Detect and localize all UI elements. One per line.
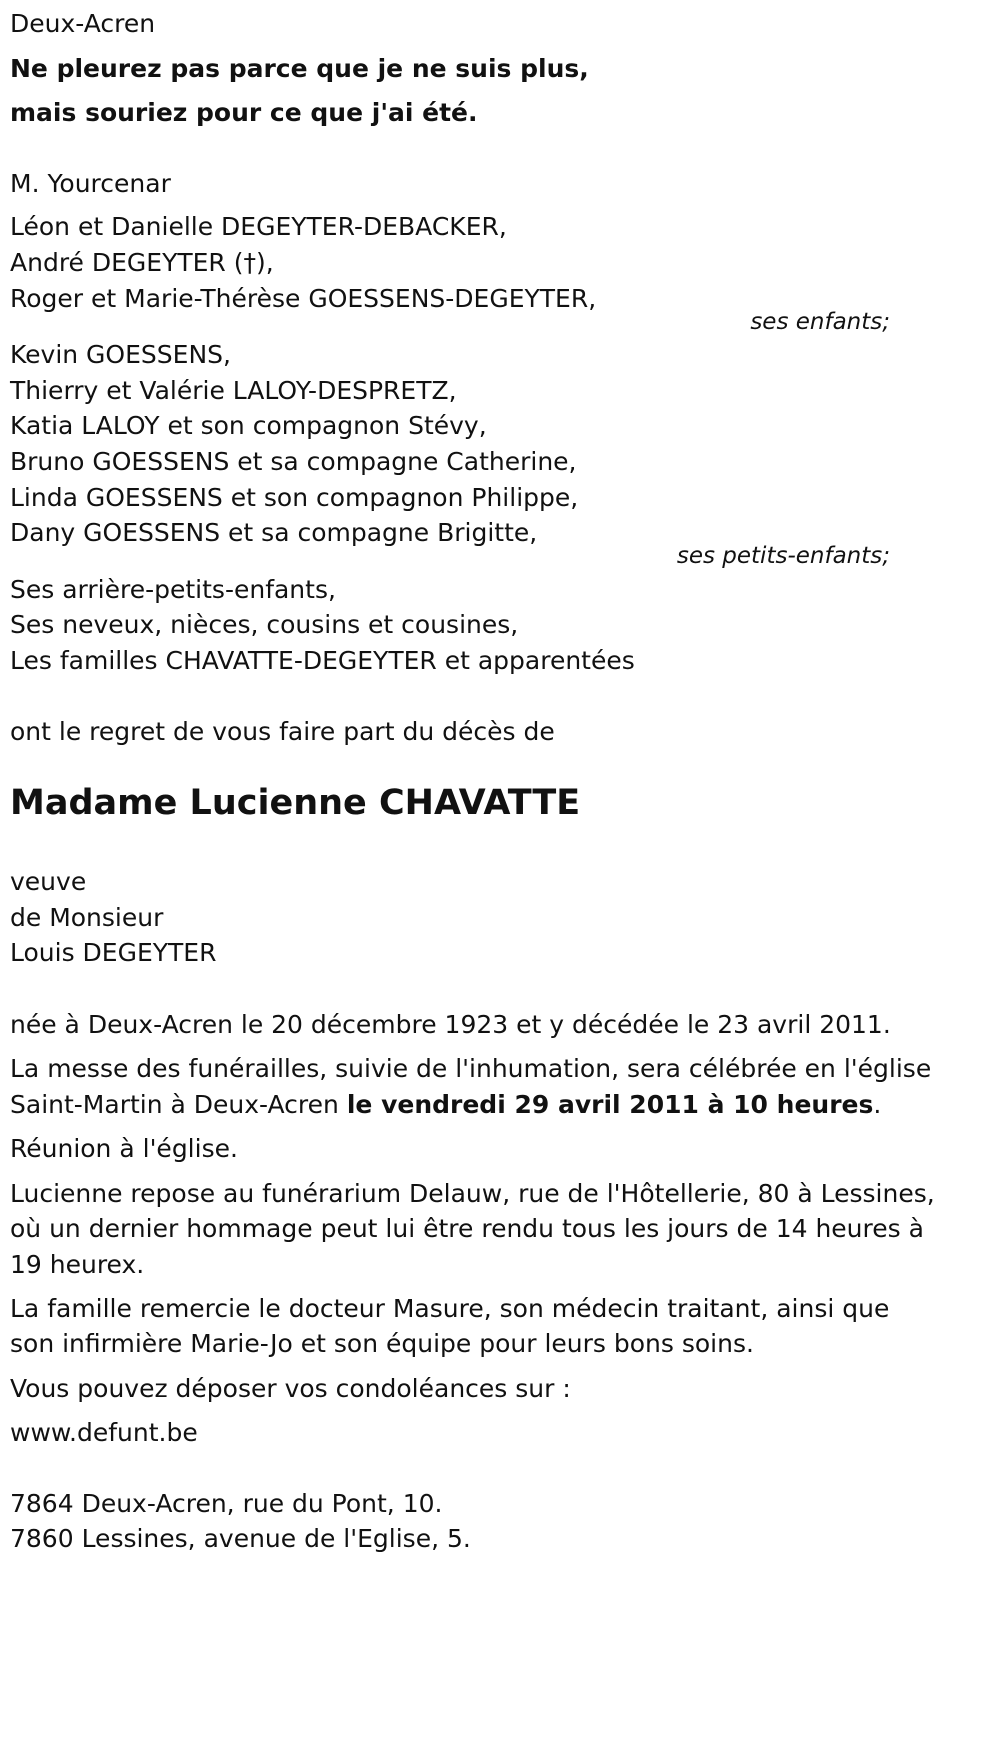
other-relatives-2: Ses neveux, nièces, cousins et cousines, (10, 610, 519, 639)
widow-line-1: veuve (10, 867, 87, 896)
child-2: André DEGEYTER (†), (10, 248, 274, 277)
mass-suffix: . (873, 1090, 882, 1119)
grandchildren-label: ses petits-enfants; (676, 543, 890, 569)
widow-line-2: de Monsieur (10, 903, 164, 932)
grandchild-1: Kevin GOESSENS, (10, 340, 231, 369)
funerarium-line-3: 19 heurex. (10, 1250, 145, 1279)
widow-line-3: Louis DEGEYTER (10, 938, 217, 967)
address-2: 7860 Lessines, avenue de l'Eglise, 5. (10, 1524, 471, 1553)
family-first: M. Yourcenar (10, 169, 171, 198)
mass-location: Saint-Martin à Deux-Acren (10, 1090, 347, 1119)
grandchild-2: Thierry et Valérie LALOY-DESPRETZ, (10, 376, 457, 405)
thanks-line-2: son infirmière Marie-Jo et son équipe pour leurs bons soins. (10, 1329, 754, 1358)
grandchild-6: Dany GOESSENS et sa compagne Brigitte, (10, 518, 538, 547)
funerarium-line-1: Lucienne repose au funérarium Delauw, rue de l'Hôtellerie, 80 à Lessines, (10, 1179, 935, 1208)
other-relatives-3: Les familles CHAVATTE-DEGEYTER et apparentées (10, 646, 635, 675)
quote-line-2: mais souriez pour ce que j'ai été. (10, 98, 478, 127)
website: www.defunt.be (10, 1418, 198, 1447)
quote-line-1: Ne pleurez pas parce que je ne suis plus, (10, 54, 589, 83)
birth-death: née à Deux-Acren le 20 décembre 1923 et y décédée le 23 avril 2011. (10, 1010, 891, 1039)
thanks-line-1: La famille remercie le docteur Masure, son médecin traitant, ainsi que (10, 1294, 890, 1323)
grandchild-3: Katia LALOY et son compagnon Stévy, (10, 411, 487, 440)
announcement: ont le regret de vous faire part du décès de (10, 717, 555, 746)
meeting: Réunion à l'église. (10, 1134, 238, 1163)
other-relatives-1: Ses arrière-petits-enfants, (10, 575, 336, 604)
child-3: Roger et Marie-Thérèse GOESSENS-DEGEYTER, (10, 284, 597, 313)
address-1: 7864 Deux-Acren, rue du Pont, 10. (10, 1489, 443, 1518)
funerarium-line-2: où un dernier hommage peut lui être rendu tous les jours de 14 heures à (10, 1214, 924, 1243)
condolences: Vous pouvez déposer vos condoléances sur : (10, 1374, 571, 1403)
mass-line-2 (10, 1092, 881, 1117)
mass-line-1: La messe des funérailles, suivie de l'inhumation, sera célébrée en l'église (10, 1054, 932, 1083)
location: Deux-Acren (10, 9, 156, 38)
child-1: Léon et Danielle DEGEYTER-DEBACKER, (10, 212, 507, 241)
grandchild-4: Bruno GOESSENS et sa compagne Catherine, (10, 447, 577, 476)
deceased-name: Madame Lucienne CHAVATTE (10, 783, 581, 823)
mass-date: le vendredi 29 avril 2011 à 10 heures (346, 1090, 874, 1119)
children-label: ses enfants; (750, 309, 890, 335)
grandchild-5: Linda GOESSENS et son compagnon Philippe, (10, 483, 579, 512)
